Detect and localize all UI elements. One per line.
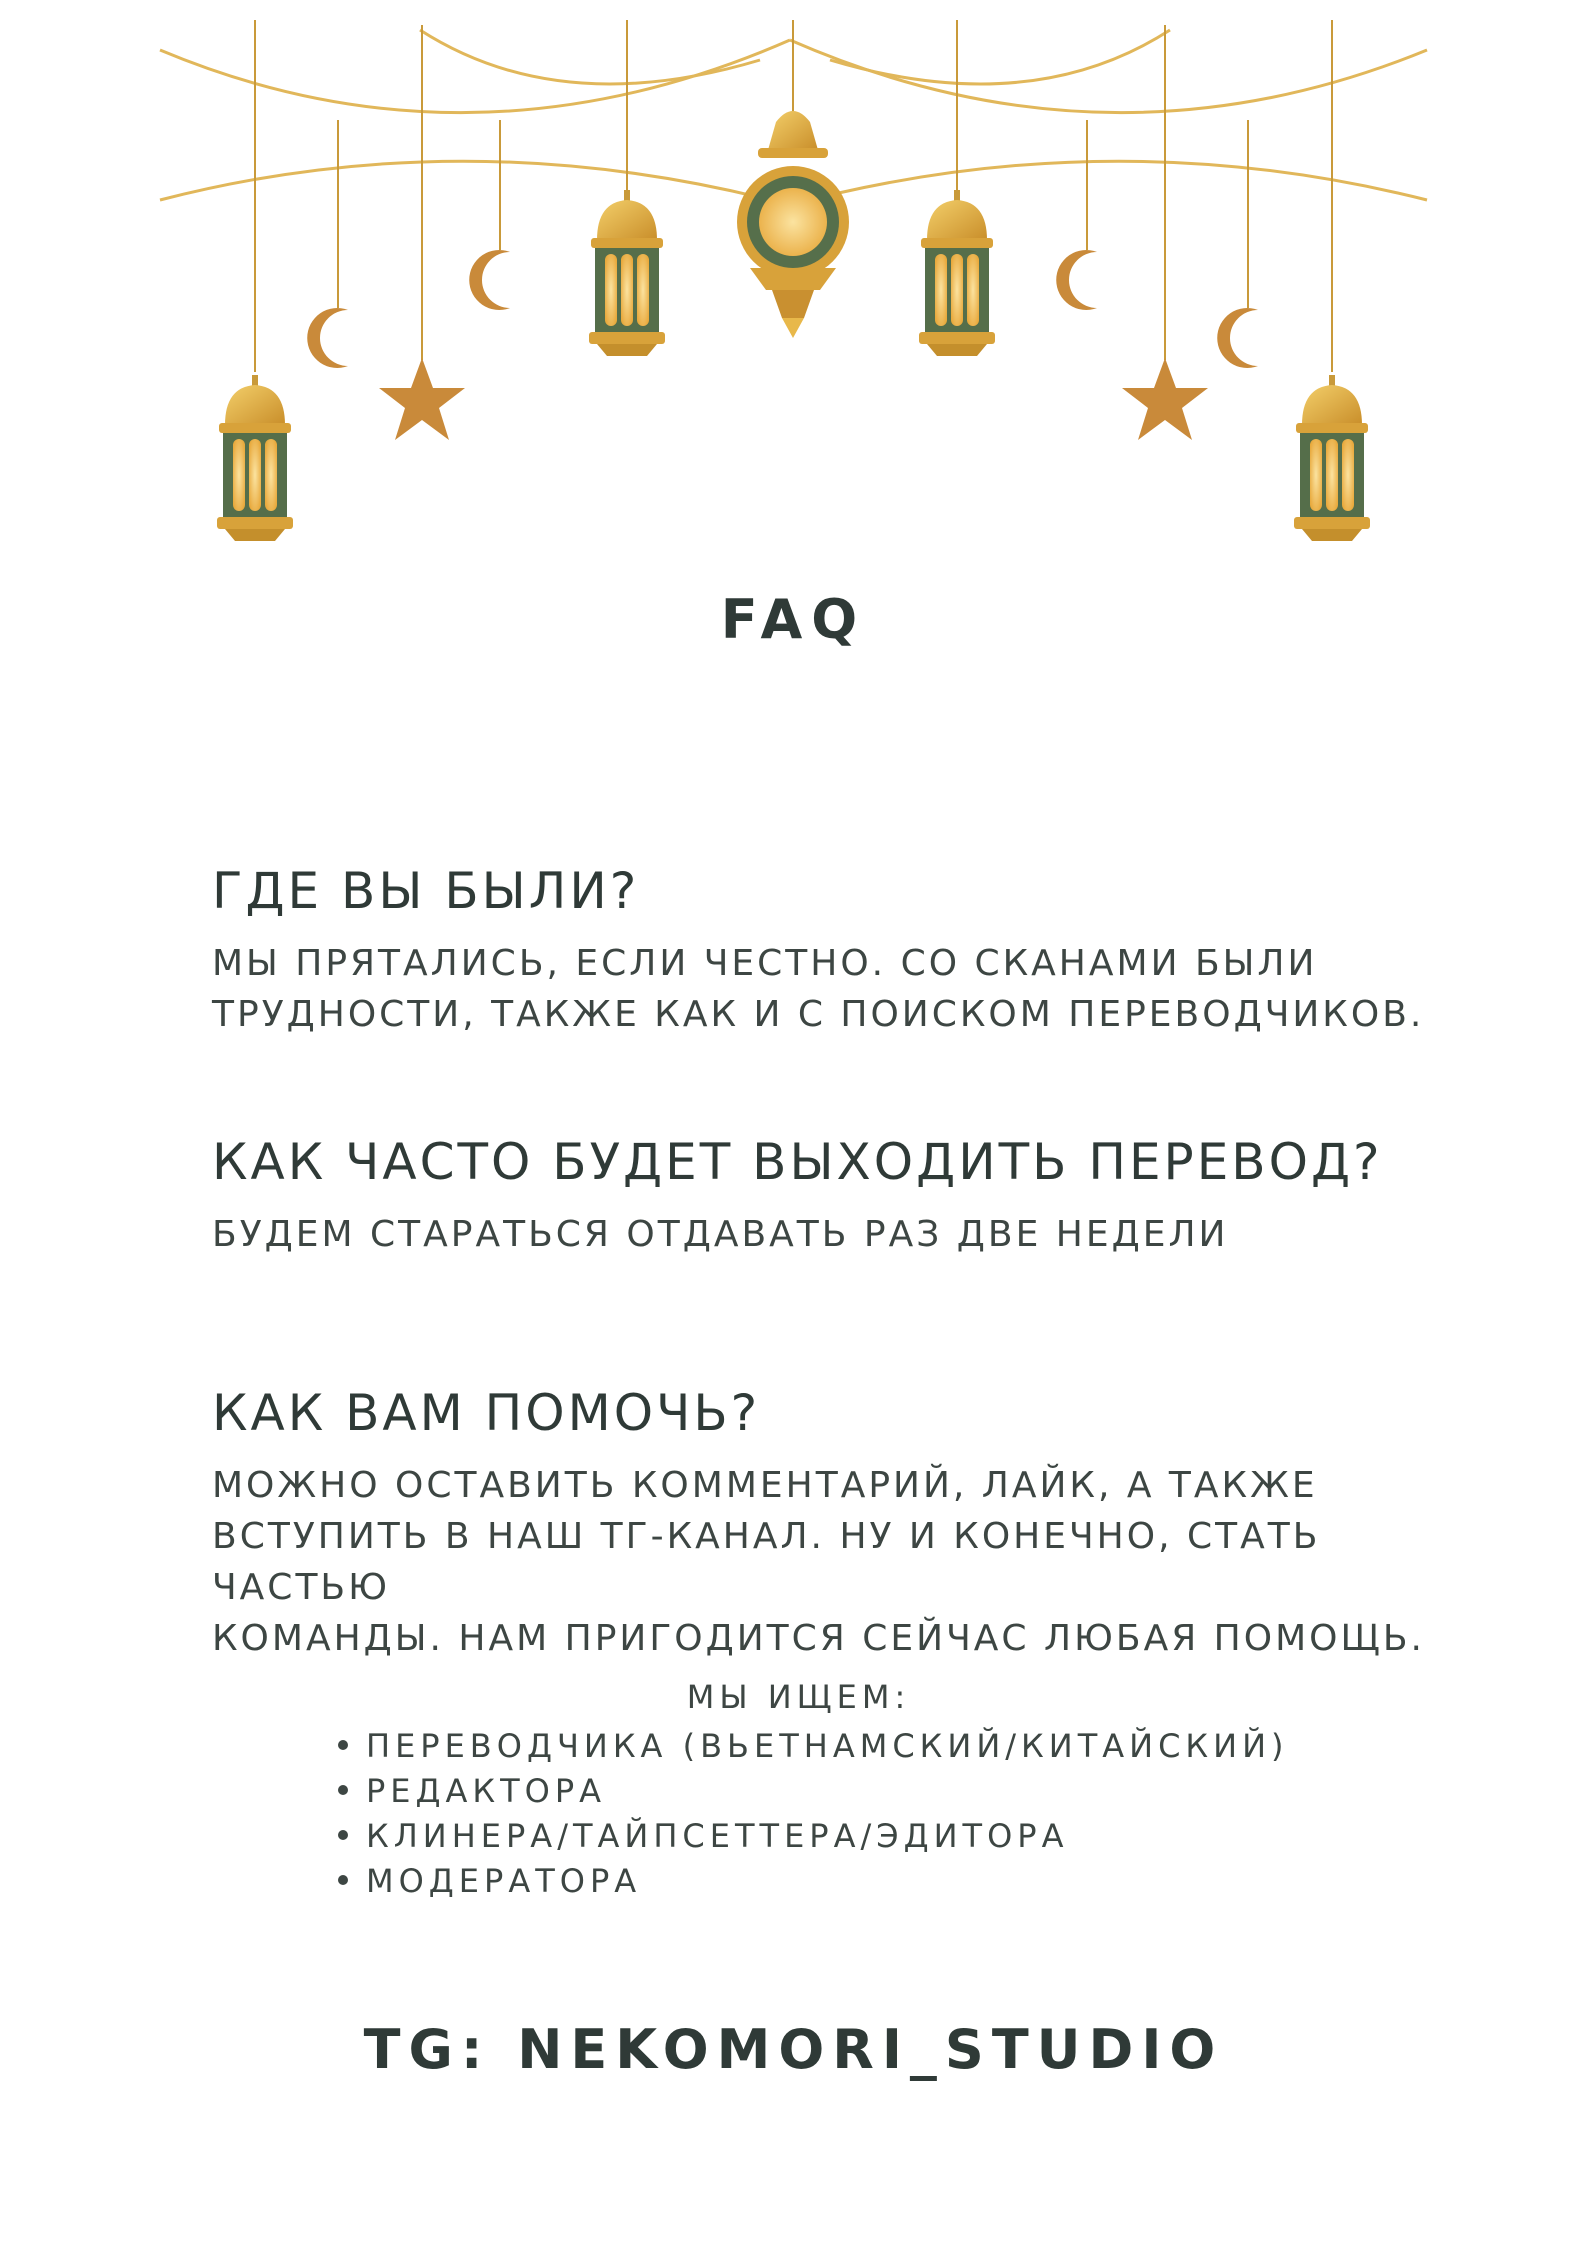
faq-item [212,1384,1472,1664]
faq-item [212,862,1472,1040]
list-item-label: ПЕРЕВОДЧИКА (ВЬЕТНАМСКИЙ/КИТАЙСКИЙ) [366,1727,1289,1765]
seeking-section [0,1678,1587,1904]
seeking-list [338,1724,1587,1904]
faq-question: КАК ЧАСТО БУДЕТ ВЫХОДИТЬ ПЕРЕВОД? [212,1133,1383,1191]
crescent-moon-icon [469,250,510,310]
list-item-label: МОДЕРАТОРА [366,1862,642,1900]
lantern-icon [737,111,849,338]
seeking-title: МЫ ИЩЕМ: [686,1678,911,1716]
list-item [338,1859,1587,1904]
faq-answer: МОЖНО ОСТАВИТЬ КОММЕНТАРИЙ, ЛАЙК, А ТАКЖЕ ВСТУПИТЬ В НАШ ТГ-КАНАЛ. НУ И КОНЕЧНО, СТАТЬ ЧАСТЬЮ КОМАНДЫ. НАМ ПРИГОДИТСЯ СЕЙЧАС ЛЮБАЯ ПОМОЩЬ. [212,1465,1426,1659]
list-item-label: КЛИНЕРА/ТАЙПСЕТТЕРА/ЭДИТОРА [366,1817,1069,1855]
bullet-icon [338,1830,348,1840]
faq-answer: МЫ ПРЯТАЛИСЬ, ЕСЛИ ЧЕСТНО. СО СКАНАМИ БЫЛИ ТРУДНОСТИ, ТАКЖЕ КАК И С ПОИСКОМ ПЕРЕВОДЧИКОВ. [212,943,1425,1035]
lantern-icon [919,190,995,356]
crescent-moon-icon [307,308,348,368]
list-item [338,1814,1587,1859]
bullet-icon [338,1740,348,1750]
star-icon [379,358,465,440]
lantern-icon [217,375,293,541]
faq-answer: БУДЕМ СТАРАТЬСЯ ОТДАВАТЬ РАЗ ДВЕ НЕДЕЛИ [212,1214,1229,1255]
faq-question: ГДЕ ВЫ БЫЛИ? [212,862,640,920]
list-item-label: РЕДАКТОРА [366,1772,607,1810]
star-icon [1122,358,1208,440]
list-item [338,1724,1587,1769]
lantern-icon [589,190,665,356]
crescent-moon-icon [1056,250,1097,310]
lantern-icon [1294,375,1370,541]
crescent-moon-icon [1217,308,1258,368]
faq-item [212,1133,1472,1260]
lantern-garland-decoration [0,0,1587,560]
list-item [338,1769,1587,1814]
page-title: FAQ [720,588,867,651]
telegram-handle: TG: NEKOMORI_STUDIO [363,2018,1224,2081]
faq-question: КАК ВАМ ПОМОЧЬ? [212,1384,761,1442]
bullet-icon [338,1785,348,1795]
bullet-icon [338,1875,348,1885]
